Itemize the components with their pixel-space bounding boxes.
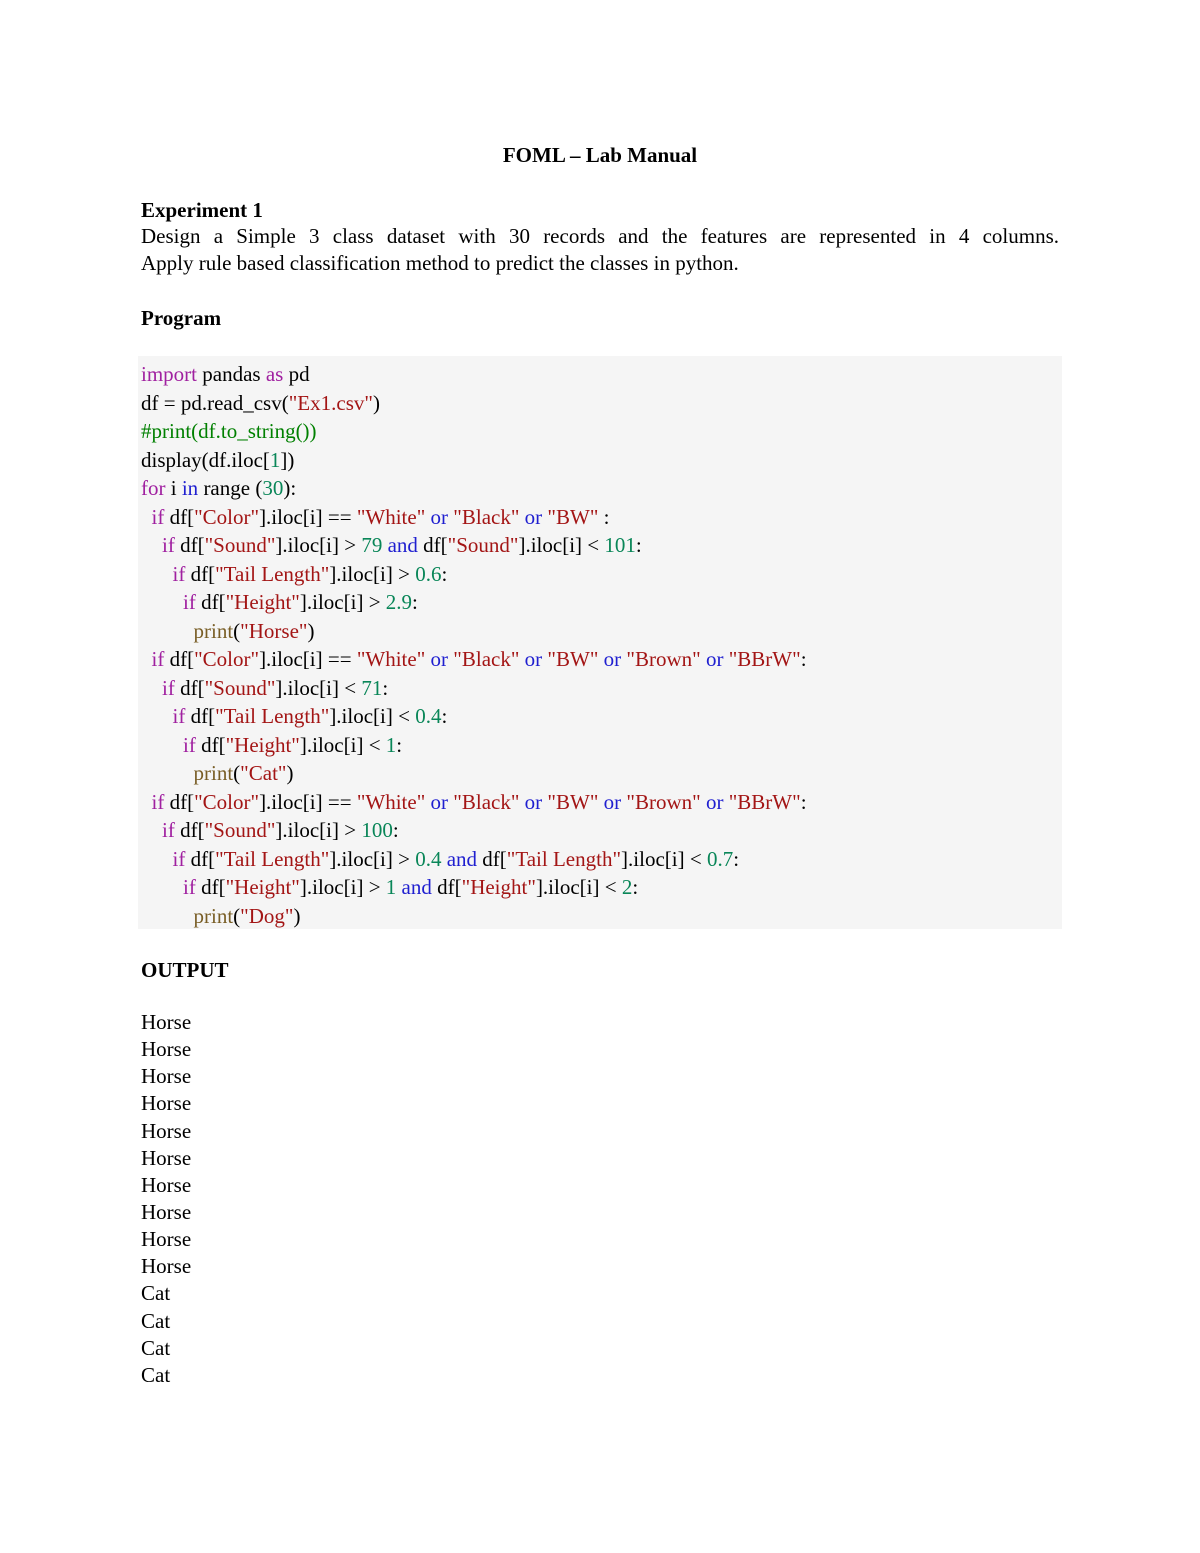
code-function: print [193,618,234,643]
code-text [141,790,152,814]
code-text: df[ [195,590,226,614]
code-line [141,816,807,845]
code-keyword: if [162,675,175,700]
output-list [141,1009,191,1389]
code-text: ].iloc[i] == [259,647,357,671]
code-function: print [193,761,234,785]
code-line [141,759,807,788]
code-string: "White" [356,647,426,671]
code-text: ].iloc[i] < [275,675,362,700]
code-number: 100 [361,818,393,842]
code-operator: or [603,789,622,814]
code-lines [141,360,807,930]
code-number: 0.4 [415,846,442,871]
code-text [141,847,173,871]
code-keyword: if [162,818,175,842]
output-line: Horse [141,1145,192,1170]
code-line [141,731,807,760]
code-line [141,674,807,703]
code-text: df[ [174,675,205,700]
code-number: 0.7 [706,846,734,871]
code-line [141,417,807,446]
code-text: ].iloc[i] < [329,704,416,728]
code-line [141,845,807,874]
code-keyword: if [151,647,165,671]
code-text [141,875,183,899]
code-text: df[ [164,647,195,671]
code-number: 1 [269,447,281,472]
code-keyword: if [151,504,165,529]
code-line [141,588,807,617]
code-keyword: import [141,362,197,386]
code-text: : [412,590,418,614]
code-text: display(df.iloc[ [141,447,270,472]
code-operator: or [430,504,449,529]
code-text: ].iloc[i] < [621,846,707,871]
code-string: "Sound" [204,675,276,700]
code-text: ) [286,761,294,785]
code-text: df[ [174,818,205,842]
output-heading: OUTPUT [141,958,229,982]
code-string: "Sound" [204,533,276,557]
code-string: "Ex1.csv" [288,390,373,415]
output-line: Horse [141,1064,192,1089]
code-string: "Sound" [447,533,519,557]
code-text [141,818,162,842]
code-text: ]) [280,447,295,472]
code-string: "White" [356,504,426,529]
code-text [141,619,194,643]
experiment-heading: Experiment 1 [141,198,263,222]
description-line: Design a Simple 3 class dataset with 30 records and the features are represented in 4 columns. [141,224,1059,248]
code-string: "Tail Length" [215,561,330,586]
code-line [141,702,807,731]
code-keyword: if [172,704,186,728]
code-text: df = pd.read_csv( [141,390,289,415]
code-text: ( [233,618,241,643]
code-string: "Color" [194,789,260,814]
code-string: "Tail Length" [215,704,330,728]
code-string: "BW" [547,789,599,814]
code-keyword: if [172,846,186,871]
code-text: ( [233,903,241,928]
code-line [141,503,807,532]
code-operator: and [446,846,478,871]
code-operator: or [524,647,543,671]
code-text: ].iloc[i] == [259,789,357,814]
code-line [141,446,807,475]
code-line [141,360,807,389]
code-line [141,788,807,817]
code-text: df[ [431,875,462,899]
output-line: Cat [141,1281,171,1306]
code-text [141,533,162,557]
code-text [141,647,152,671]
code-text: ].iloc[i] > [299,875,386,899]
code-number: 0.6 [415,561,442,586]
code-string: "Black" [453,789,520,814]
code-keyword: if [183,875,196,899]
code-string: "Tail Length" [215,846,330,871]
code-string: "Brown" [626,647,701,671]
code-number: 0.4 [415,704,442,728]
code-text [141,562,173,586]
code-string: "BW" [547,504,599,529]
code-line [141,617,807,646]
code-string: "BW" [547,647,599,671]
code-text [141,761,194,785]
code-text: df[ [195,875,226,899]
code-text: : [635,533,642,557]
code-line [141,474,807,503]
code-line [141,531,807,560]
code-text: : [800,647,807,671]
output-line: Horse [141,1118,192,1143]
code-number: 30 [262,476,284,500]
code-text: : [382,675,389,700]
output-line: Cat [141,1335,171,1360]
code-text: ].iloc[i] > [299,590,386,614]
code-text [141,704,173,728]
code-text [141,733,183,757]
code-operator: or [524,789,543,814]
code-text: ) [293,903,301,928]
code-string: "Dog" [240,903,294,928]
code-operator: or [430,789,449,814]
code-text: ].iloc[i] > [275,533,362,557]
code-text: : [392,818,399,842]
code-text: pd [283,362,310,386]
code-string: "Horse" [240,618,308,643]
code-number: 1 [385,875,397,899]
code-text: ) [307,618,315,643]
code-line [141,873,807,902]
code-text: ].iloc[i] > [329,561,416,586]
code-text [141,676,162,700]
code-keyword: as [265,362,284,386]
code-text [141,590,183,614]
code-number: 1 [385,732,397,757]
output-line: Horse [141,1254,192,1279]
code-block [138,356,1062,929]
code-keyword: if [183,732,196,757]
code-operator: in [181,476,199,500]
output-line: Horse [141,1227,192,1252]
code-number: 71 [361,675,383,700]
code-text: df[ [477,846,507,871]
output-line: Horse [141,1172,192,1197]
code-string: "BBrW" [728,789,801,814]
code-text: : [733,846,740,871]
code-string: "Sound" [204,818,276,842]
code-string: "Tail Length" [506,846,622,871]
code-text: ].iloc[i] < [518,533,605,557]
code-string: "Height" [461,875,536,899]
code-text: : [598,504,610,529]
code-text: df[ [417,533,448,557]
code-function: print [193,903,234,928]
code-comment: #print(df.to_string()) [141,419,317,443]
code-text: : [632,875,639,899]
code-text: : [396,732,403,757]
code-operator: or [430,647,449,671]
code-text: : [441,561,448,586]
code-line [141,389,807,418]
output-line: Horse [141,1037,192,1062]
code-text: pandas [197,362,266,386]
code-number: 2 [621,875,633,899]
code-string: "Color" [194,504,260,529]
code-line [141,645,807,674]
code-string: "Height" [225,590,300,614]
code-text: ): [283,476,297,500]
code-text: ( [233,761,241,785]
code-text: ].iloc[i] < [535,875,622,899]
code-text: ].iloc[i] == [259,504,357,529]
code-operator: or [705,647,724,671]
output-line: Horse [141,1010,192,1034]
code-number: 2.9 [385,590,413,614]
code-text: df[ [174,533,205,557]
code-text: : [441,704,448,728]
program-heading: Program [141,306,222,330]
code-text [141,904,194,928]
code-keyword: if [162,533,175,557]
page-title: FOML – Lab Manual [502,143,698,167]
code-text: df[ [164,789,195,814]
code-string: "Black" [453,504,520,529]
output-line: Cat [141,1308,171,1333]
code-number: 101 [604,533,636,557]
code-text: df[ [195,732,226,757]
code-keyword: if [183,590,196,614]
code-operator: and [401,875,432,899]
code-string: "Cat" [240,761,287,785]
code-string: "BBrW" [728,647,801,671]
code-text: df[ [185,846,216,871]
code-number: 79 [361,533,383,557]
code-text: df[ [185,561,216,586]
code-text: : [800,789,807,814]
code-operator: or [603,647,622,671]
code-string: "Brown" [626,789,701,814]
code-text: range ( [198,476,263,500]
output-line: Horse [141,1091,192,1116]
code-string: "Height" [225,732,300,757]
code-text [141,505,152,529]
experiment-description [141,223,1059,277]
code-line [141,902,807,931]
code-operator: or [524,504,543,529]
description-line: Apply rule based classification method to predict the classes in python. [141,251,739,275]
code-text: i [165,476,182,500]
code-operator: and [387,533,418,557]
code-text: df[ [164,504,195,529]
code-operator: or [705,789,724,814]
code-line [141,560,807,589]
output-line: Cat [141,1362,171,1387]
code-keyword: if [172,561,186,586]
code-text: ].iloc[i] < [299,732,386,757]
code-text: ].iloc[i] > [275,818,362,842]
code-text: ].iloc[i] > [329,846,416,871]
code-text: df[ [185,704,216,728]
code-keyword: if [151,789,165,814]
code-string: "Black" [453,647,520,671]
code-string: "Height" [225,875,300,899]
code-string: "White" [356,789,426,814]
code-keyword: for [141,476,166,500]
code-text: ) [372,390,380,415]
output-line: Horse [141,1199,192,1224]
code-string: "Color" [194,647,260,671]
